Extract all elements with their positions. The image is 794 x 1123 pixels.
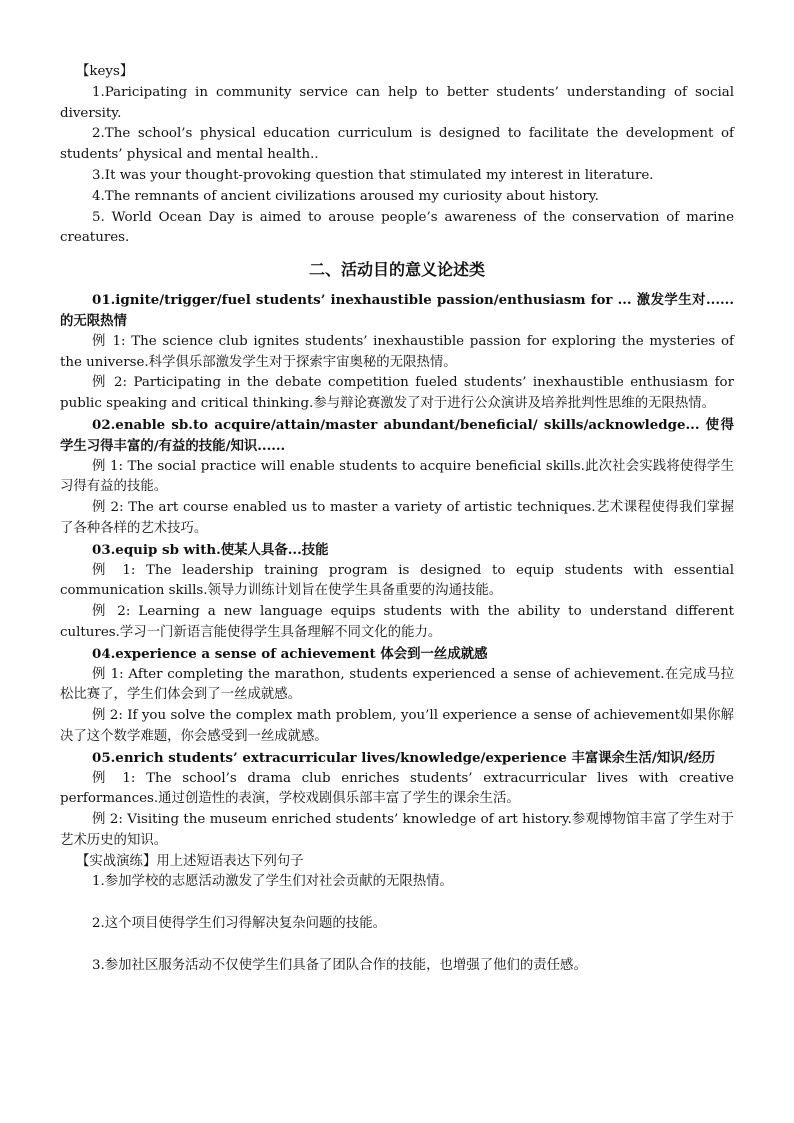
example-sentence: 例 2: Visiting the museum enriched students’ knowledge of art history.参观博物馆丰富了学生对于艺术历史的知识。: [60, 812, 734, 848]
keys-heading: 【keys】: [76, 64, 134, 79]
example-sentence: 例 2: The art course enabled us to master a variety of artistic techniques.艺术课程使得我们掌握了各种各样的艺术技巧。: [60, 500, 734, 536]
key-item: 4.The remnants of ancient civilizations aroused my curiosity about history.: [92, 188, 599, 204]
practice-item: 2.这个项目使得学生们习得解决复杂问题的技能。: [92, 916, 386, 932]
example-sentence: 例 1: The school’s drama club enriches students’ extracurricular lives with creative performances.通过创造性的表演，学校戏剧俱乐部丰富了学生的课余生活。: [60, 770, 734, 807]
practice-item: 3.参加社区服务活动不仅使学生们具备了团队合作的技能，也增强了他们的责任感。: [92, 957, 587, 973]
example-sentence: 例 1: After completing the marathon, students experienced a sense of achievement.在完成马拉松比赛了，学生们体会到了一丝成就感。: [60, 666, 734, 703]
example-sentence: 例 2: Learning a new language equips students with the ability to understand different cultures.学习一门新语言能使得学生具备理解不同文化的能力。: [60, 604, 734, 640]
answer-space: [60, 935, 734, 956]
section-title: 二、活动目的意义论述类: [308, 260, 485, 280]
phrase-title: 03.equip sb with.使某人具备...技能: [92, 541, 329, 558]
example-sentence: 例 2: Participating in the debate competition fueled students’ inexhaustible enthusiasm for public speaking and critical thinking.参与辩论赛激发了对于进行公众演讲及培养批判性思维的无限热情。: [60, 375, 734, 412]
practice-heading: 【实战演练】用上述短语表达下列句子: [76, 853, 304, 869]
example-sentence: 例 1: The leadership training program is designed to equip students with essential communication skills.领导力训练计划旨在使学生具备重要的沟通技能。: [60, 562, 734, 599]
phrase-title: 01.ignite/trigger/fuel students’ inexhaustible passion/enthusiasm for ... 激发学生对...... 的无限热情: [60, 292, 734, 329]
key-item: 3.It was your thought-provoking question that stimulated my interest in literature.: [92, 167, 654, 183]
key-item: 1.Paricipating in community service can help to better students’ understanding of social diversity.: [60, 84, 734, 121]
key-item: 5. World Ocean Day is aimed to arouse people’s awareness of the conservation of marine creatures.: [60, 209, 734, 246]
example-sentence: 例 2: If you solve the complex math problem, you’ll experience a sense of achievement如果你解决了这个数学难题，你会感受到一丝成就感。: [60, 708, 734, 744]
key-item: 2.The school’s physical education curriculum is designed to facilitate the development of students’ physical and mental health..: [60, 126, 734, 163]
answer-space: [60, 893, 734, 914]
practice-item: 1.参加学校的志愿活动激发了学生们对社会贡献的无限热情。: [92, 874, 453, 890]
phrase-title: 04.experience a sense of achievement 体会到一丝成就感: [92, 645, 488, 662]
phrase-title: 05.enrich students’ extracurricular lives/knowledge/experience 丰富课余生活/知识/经历: [92, 749, 716, 766]
document-page: [60, 62, 734, 976]
example-sentence: 例 1: The science club ignites students’ inexhaustible passion for exploring the mysteries of the universe.科学俱乐部激发学生对于探索宇宙奥秘的无限热情。: [60, 333, 734, 370]
phrase-title: 02.enable sb.to acquire/attain/master abundant/beneficial/ skills/acknowledge... 使得学生习得丰富的/有益的技能/知识......: [60, 416, 734, 454]
example-sentence: 例 1: The social practice will enable students to acquire beneficial skills.此次社会实践将使得学生习得有益的技能。: [60, 458, 734, 495]
